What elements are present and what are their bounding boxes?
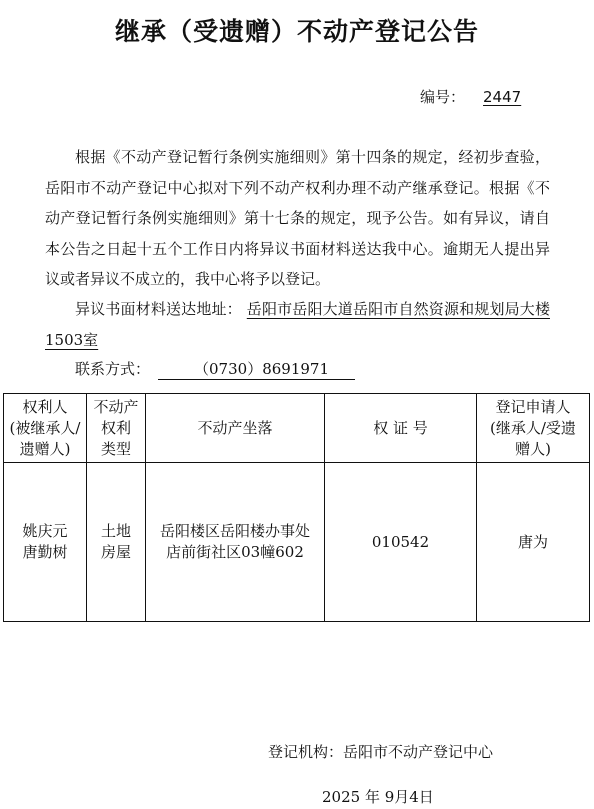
cell-owner: 姚庆元 唐勤树: [4, 463, 87, 622]
registration-table: [3, 393, 590, 622]
cell-location: 岳阳楼区岳阳楼办事处 店前街社区03幢602: [146, 463, 325, 622]
table-row: [4, 463, 590, 622]
address-label: 异议书面材料送达地址：: [75, 300, 242, 318]
registration-authority: 登记机构：岳阳市不动产登记中心: [268, 743, 494, 761]
objection-address: [45, 294, 550, 355]
cell-right-type: 土地 房屋: [87, 463, 146, 622]
table-header-row: [4, 394, 590, 463]
page-title: 继承（受遗赠）不动产登记公告: [114, 17, 479, 46]
serial-number: [420, 86, 521, 107]
serial-value: 2447: [483, 88, 522, 106]
contact-label: 联系方式：: [75, 360, 151, 378]
address-value: 岳阳市岳阳大道岳阳市自然资源和规划局大楼1503室: [45, 300, 550, 349]
header-applicant: 登记申请人 (继承人/受遗 赠人): [477, 394, 590, 463]
contact-info: [45, 354, 550, 385]
announcement-paragraph: 根据《不动产登记暂行条例实施细则》第十四条的规定，经初步查验，岳阳市不动产登记中心拟对下列不动产权利办理不动产继承登记。根据《不动产登记暂行条例实施细则》第十七条的规定，现予公告。如有异议，请自本公告之日起十五个工作日内将异议书面材料送达我中心。逾期无人提出异议或者异议不成立的，我中心将予以登记。: [45, 148, 550, 288]
header-owner: 权利人 (被继承人/ 遗赠人): [4, 394, 87, 463]
cell-applicant: 唐为: [477, 463, 590, 622]
header-location: 不动产坐落: [146, 394, 325, 463]
cell-certificate-no: 010542: [325, 463, 477, 622]
contact-value: （0730）8691971: [158, 359, 355, 380]
header-certificate-no: 权 证 号: [325, 394, 477, 463]
header-right-type: 不动产 权利 类型: [87, 394, 146, 463]
announcement-date: 2025 年 9月4日: [322, 788, 434, 806]
serial-label: 编号：: [420, 88, 466, 106]
